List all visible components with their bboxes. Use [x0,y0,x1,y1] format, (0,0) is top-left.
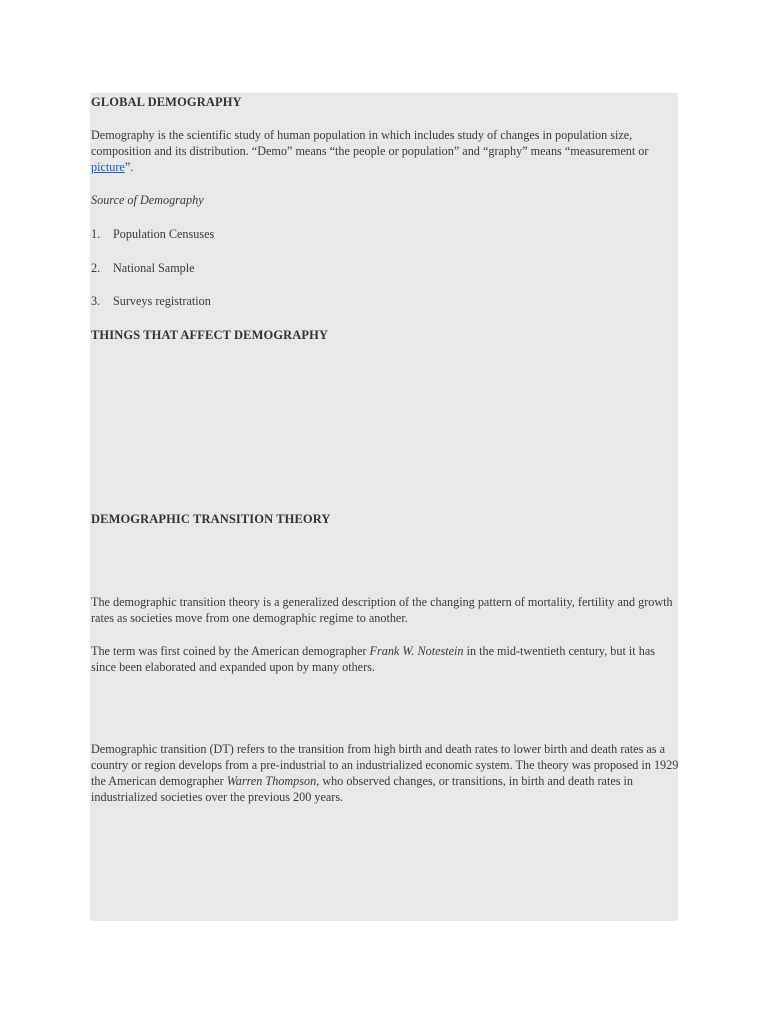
source-of-demography-title: Source of Demography [91,193,204,207]
thompson-name: Warren Thompson [226,774,317,788]
transition-theory-paragraph: The demographic transition theory is a generalized description of the changing pattern of mortality, fertility and growth rates as societies move from one demographic regime to another. [91,595,673,625]
list-number: 3. [91,294,101,308]
dt-paragraph [91,741,679,805]
para2-text: The term was first coined by the American demographer [91,644,370,658]
para3-text: Demographic transition (DT) refers to the transition from high birth and death rates to lower birth and death rates as a country or region develops from a pre-industrial to an industrialized economic system. The theory was proposed in 1929 the American demographer [91,742,679,788]
list-item [91,226,679,242]
notestein-paragraph [91,643,679,675]
list-item [91,293,679,309]
document-page [90,93,678,921]
para3-text-end: , who observed changes, or transitions, in birth and death rates in industrialized societies over the previous 200 years. [91,774,634,804]
heading-global-demography: GLOBAL DEMOGRAPHY [91,95,242,109]
intro-paragraph [91,127,679,175]
list-label: National Sample [113,261,195,275]
intro-text: Demography is the scientific study of human population in which includes study of changes in population size, composition and its distribution. “Demo” means “the people or population” and “graphy” means “measurement or [91,128,649,158]
para2-text-end: in the mid-twentieth century, but it has since been elaborated and expanded upon by many others. [91,644,655,674]
picture-link[interactable]: picture [91,160,125,174]
list-number: 1. [91,227,101,241]
list-label: Surveys registration [113,294,211,308]
list-label: Population Censuses [113,227,215,241]
list-item [91,260,679,276]
heading-things-that-affect: THINGS THAT AFFECT DEMOGRAPHY [91,328,329,342]
notestein-name: Frank W. Notestein [369,644,464,658]
heading-demographic-transition-theory: DEMOGRAPHIC TRANSITION THEORY [91,512,331,526]
intro-text-end: ”. [124,160,134,174]
list-number: 2. [91,261,101,275]
